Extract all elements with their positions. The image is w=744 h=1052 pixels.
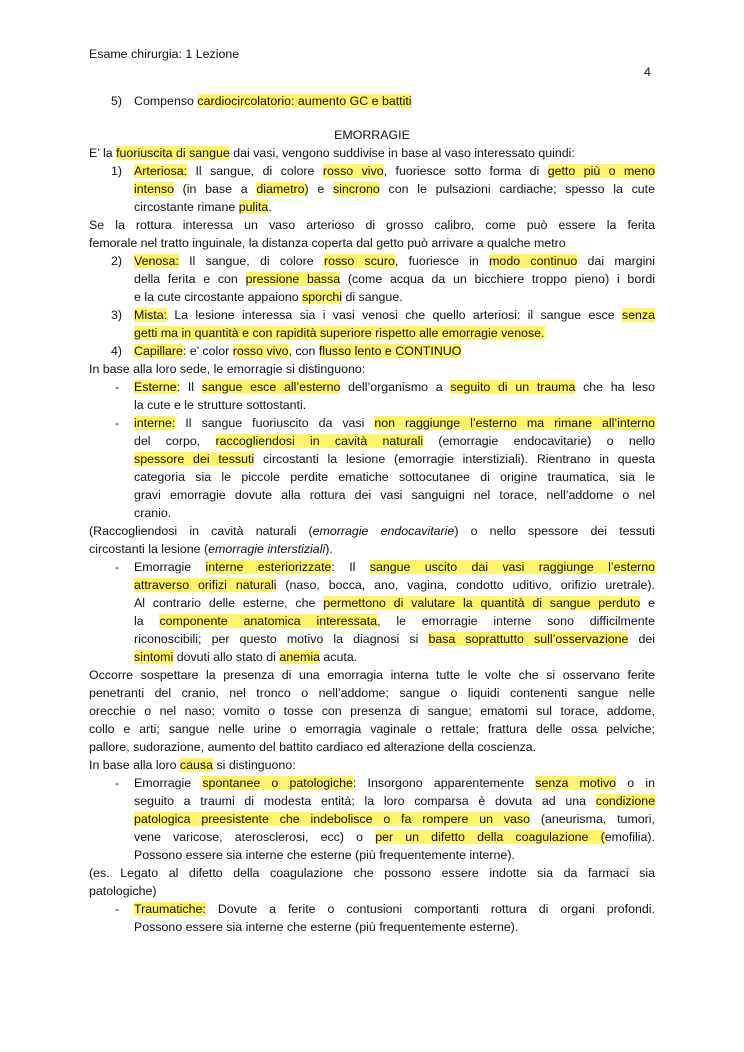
paragraph-line: (Raccogliendosi in cavità naturali (emorragie endocavitarie) o nello spessore dei tessuti xyxy=(89,524,655,538)
list-dash: - xyxy=(115,902,120,916)
list-item-venosa: 2) Venosa: Il sangue, di colore rosso scuro, fuoriesce in modo continuo dai margini della ferita e con pressione bassa (come acqua da un bicchiere troppo pieno) i bordi e la cute circostante appaiono sporchi di sangue. xyxy=(111,254,655,304)
list-dash: - xyxy=(115,560,120,574)
list-dash: - xyxy=(115,380,120,394)
paragraph-line: patologiche) xyxy=(89,884,157,898)
paragraph-line: In base alla loro sede, le emorragie si distinguono: xyxy=(89,362,366,376)
list-item-arteriosa: 1) Arteriosa: Il sangue, di colore rosso vivo, fuoriesce sotto forma di getto più o meno intenso (in base a diametro) e sincrono con le pulsazioni cardiache; spesso la cute circostante rimane pulita. xyxy=(111,164,655,214)
paragraph-line: penetranti del cranio, nel tronco o nell’addome; sangue o liquidi contenenti sangue nelle xyxy=(89,686,655,700)
highlight: fuoriuscita di sangue xyxy=(116,146,230,160)
paragraph-line: Se la rottura interessa un vaso arterioso di grosso calibro, come può essere la ferita xyxy=(89,218,655,232)
intro-line: E’ la fuoriuscita di sangue dai vasi, vengono suddivise in base al vaso interessato quindi: xyxy=(89,146,575,160)
list-number: 3) xyxy=(111,308,123,322)
list-dash: - xyxy=(115,776,120,790)
list-number: 4) xyxy=(111,344,123,358)
section-title: EMORRAGIE xyxy=(334,128,410,142)
paragraph-line: collo e arti; sangue nelle urine o emorragia vaginale o rettale; frattura delle ossa pelviche; xyxy=(89,722,655,736)
page-number: 4 xyxy=(644,65,651,79)
list-dash: - xyxy=(115,416,120,430)
list-item-esterne: - Esterne: Il sangue esce all’esterno dell’organismo a seguito di un trauma che ha leso la cute e le strutture sottostanti. xyxy=(115,380,655,412)
paragraph-line: pallore, sudorazione, aumento del battito cardiaco ed alterazione della coscienza. xyxy=(89,740,537,754)
list-item-interne: - interne: Il sangue fuoriuscito da vasi non raggiunge l’esterno ma rimane all’interno del corpo, raccogliendosi in cavità naturali (emorragie endocavitarie) o nello spessore dei tessuti circostanti la lesione (emorragie interstiziali). Rientrano in questa categoria sia le piccole perdite ematiche sottocutanee di origine traumatica, sia le gravi emorragie dovute alla rottura dei vasi sanguigni nel torace, nell’addome o nel cranio. xyxy=(115,416,656,520)
list-number: 1) xyxy=(111,164,123,178)
paragraph-line: circostanti la lesione (emorragie interstiziali). xyxy=(89,542,333,556)
page-content xyxy=(89,92,655,936)
list-item-traumatiche: - Traumatiche: Dovute a ferite o contusioni comportanti rottura di organi profondi. Possono essere sia interne che esterne (più frequentemente esterne). xyxy=(115,902,655,934)
paragraph-line: femorale nel tratto inguinale, la distanza coperta dal getto può arrivare a qualche metro xyxy=(89,236,566,250)
list-item-esteriorizzate: - Emorragie interne esteriorizzate: Il sangue uscito dai vasi raggiunge l’esterno attraverso orifizi naturali (naso, bocca, ano, vagina, condotto uditivo, orifizio uretrale). Al contrario delle esterne, che permettono di valutare la quantità di sangue perduto e la componente anatomica interessata, le emorragie interne sono difficilmente riconoscibili; per questo motivo la diagnosi si basa soprattutto sull’osservazione dei sintomi dovuti allo stato di anemia acuta. xyxy=(115,560,655,664)
list-item-compenso: 5) Compenso cardiocircolatorio: aumento GC e battiti xyxy=(111,94,412,108)
list-item-mista: 3) Mista: La lesione interessa sia i vasi venosi che quello arteriosi: il sangue esce senza getti ma in quantità e con rapidità superiore rispetto alle emorragie venose. xyxy=(111,308,655,340)
list-item-spontanee: - Emorragie spontanee o patologiche: Insorgono apparentemente senza motivo o in seguito a traumi di modesta entità; la loro comparsa è dovuta ad una condizione patologica preesistente che indebolisce o fa rompere un vaso (aneurisma, tumori, vene varicose, aterosclerosi, ecc) o per un difetto della coagulazione (emofilia). Possono essere sia interne che esterne (più frequentemente interne). xyxy=(115,776,655,862)
watermark xyxy=(660,520,690,940)
header-title: Esame chirurgia: 1 Lezione xyxy=(89,47,240,61)
list-number: 2) xyxy=(111,254,123,268)
highlight: cardiocircolatorio: aumento GC e battiti xyxy=(197,94,412,108)
list-item-capillare: 4) Capillare: e’ color rosso vivo, con flusso lento e CONTINUO xyxy=(111,344,462,358)
list-number: 5) xyxy=(111,94,123,108)
paragraph-line: Occorre sospettare la presenza di una emorragia interna tutte le volte che si osservano ferite xyxy=(89,668,655,682)
paragraph-line: orecchie o nel naso; vomito o tosse con presenza di sangue; ematomi sul torace, addome, xyxy=(89,704,655,718)
paragraph-line: In base alla loro causa si distinguono: xyxy=(89,758,296,772)
paragraph-line: (es. Legato al difetto della coagulazione che possono essere indotte sia da farmaci sia xyxy=(89,866,655,880)
